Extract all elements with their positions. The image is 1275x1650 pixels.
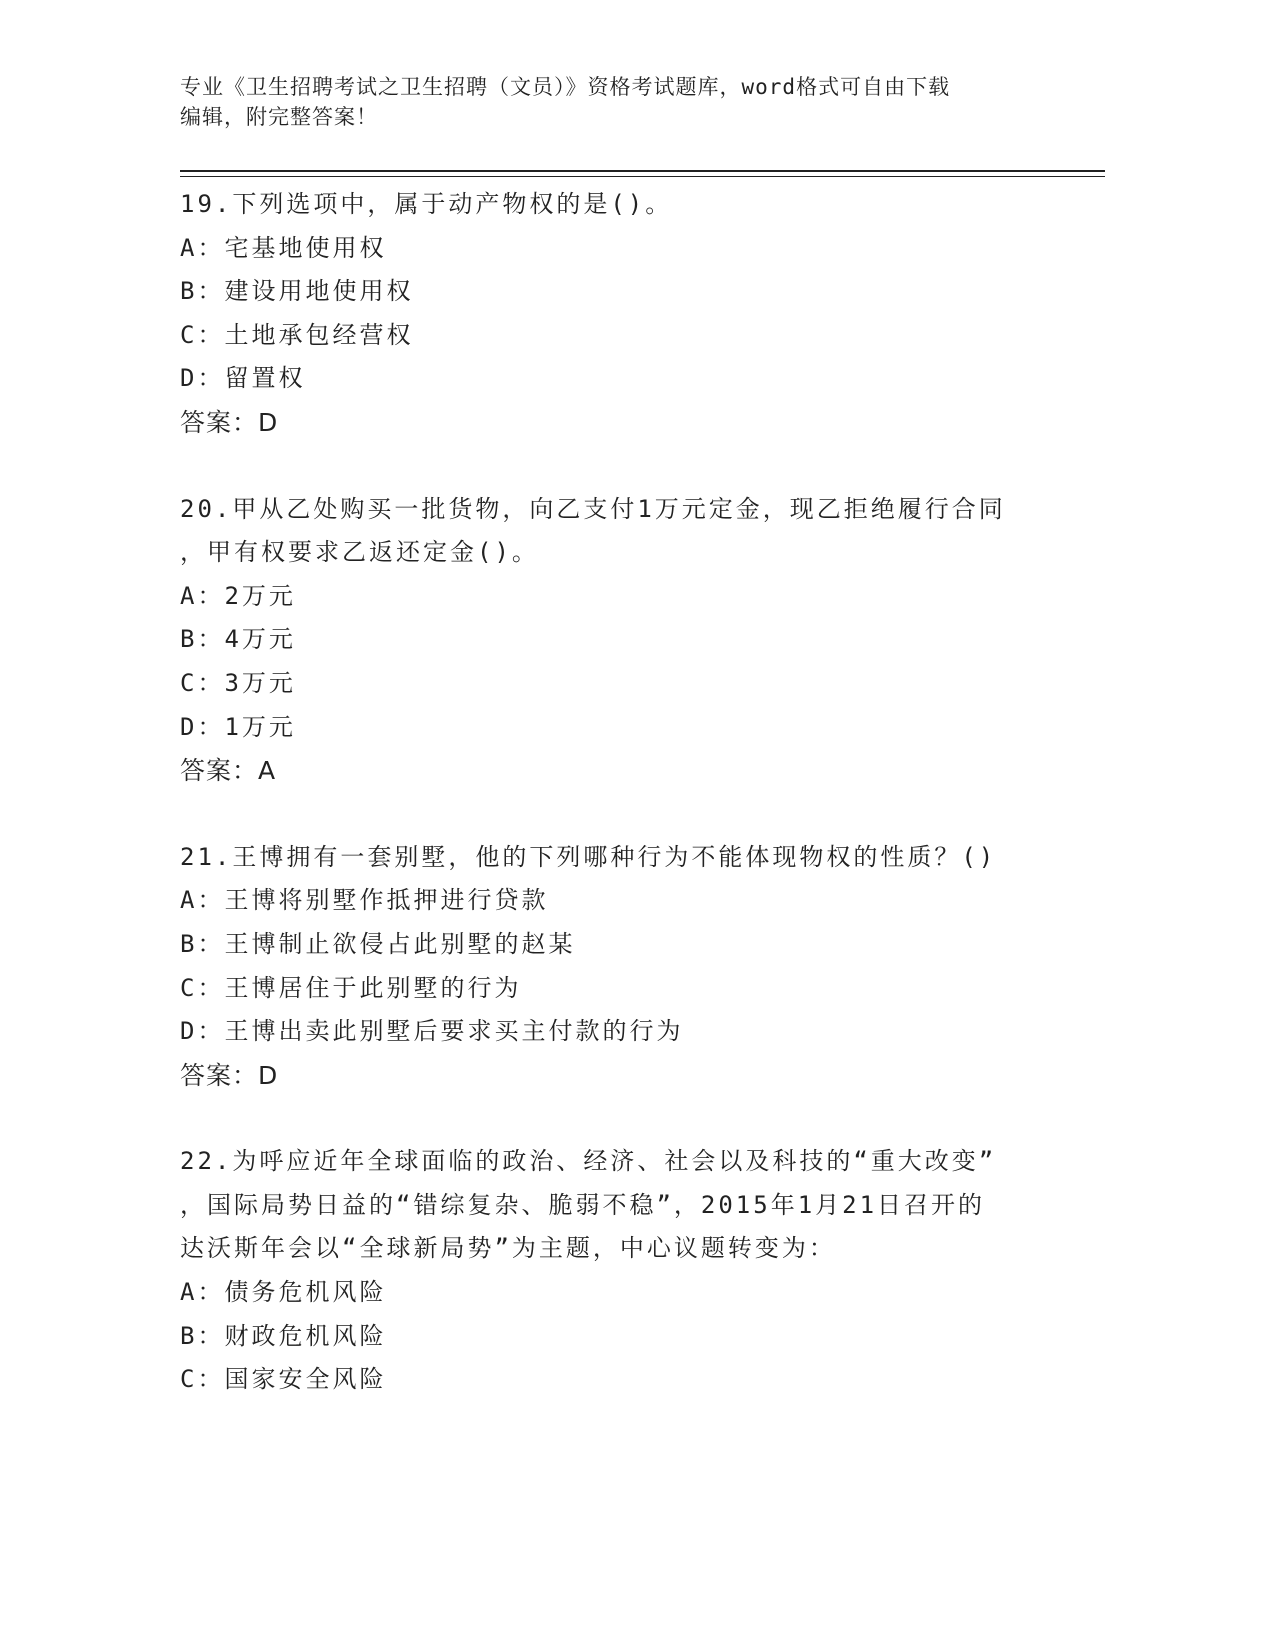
question-stem-line: 21.王博拥有一套别墅，他的下列哪种行为不能体现物权的性质？() (180, 842, 997, 871)
question-stem-line: 达沃斯年会以“全球新局势”为主题，中心议题转变为： (180, 1234, 836, 1263)
answer-option: A：债务危机风险 (180, 1278, 387, 1307)
question-stem-line: 19.下列选项中，属于动产物权的是()。 (180, 190, 673, 218)
header-divider-thin (180, 176, 1105, 177)
answer-option: A：宅基地使用权 (180, 233, 387, 262)
answer-option: B：建设用地使用权 (180, 277, 414, 306)
answer-option: A：2万元 (180, 581, 296, 610)
answer-option: C：王博居住于此别墅的行为 (180, 973, 522, 1002)
answer-option: D：留置权 (180, 364, 306, 393)
question-stem-line: 20.甲从乙处购买一批货物，向乙支付1万元定金，现乙拒绝履行合同 (180, 494, 1006, 523)
question-stem-line: ，国际局势日益的“错综复杂、脆弱不稳”，2015年1月21日召开的 (180, 1190, 986, 1219)
question-stem-line: ，甲有权要求乙返还定金()。 (180, 538, 539, 567)
answer-option: B：王博制止欲侵占此别墅的赵某 (180, 929, 576, 958)
question-list (180, 183, 1080, 1445)
answer-option: A：王博将别墅作抵押进行贷款 (180, 886, 549, 915)
question-item (180, 836, 1080, 1098)
correct-answer: 答案：D (180, 1060, 279, 1090)
answer-option: C：3万元 (180, 668, 296, 697)
correct-answer: 答案：A (180, 756, 277, 786)
answer-option: C：土地承包经营权 (180, 320, 414, 349)
header-divider-thick (180, 170, 1105, 172)
header-line-2: 编辑，附完整答案！ (180, 105, 378, 129)
question-item (180, 488, 1080, 793)
answer-option: C：国家安全风险 (180, 1365, 387, 1394)
answer-option: D：王博出卖此别墅后要求买主付款的行为 (180, 1017, 684, 1046)
header-line-1: 专业《卫生招聘考试之卫生招聘（文员）》资格考试题库，word格式可自由下载 (180, 75, 951, 99)
question-item (180, 1140, 1080, 1402)
document-header (180, 72, 1080, 132)
answer-option: D：1万元 (180, 712, 296, 741)
question-stem-line: 22.为呼应近年全球面临的政治、经济、社会以及科技的“重大改变” (180, 1147, 997, 1176)
answer-option: B：4万元 (180, 625, 296, 654)
correct-answer: 答案：D (180, 407, 279, 437)
answer-option: B：财政危机风险 (180, 1321, 387, 1350)
question-item (180, 183, 1080, 445)
